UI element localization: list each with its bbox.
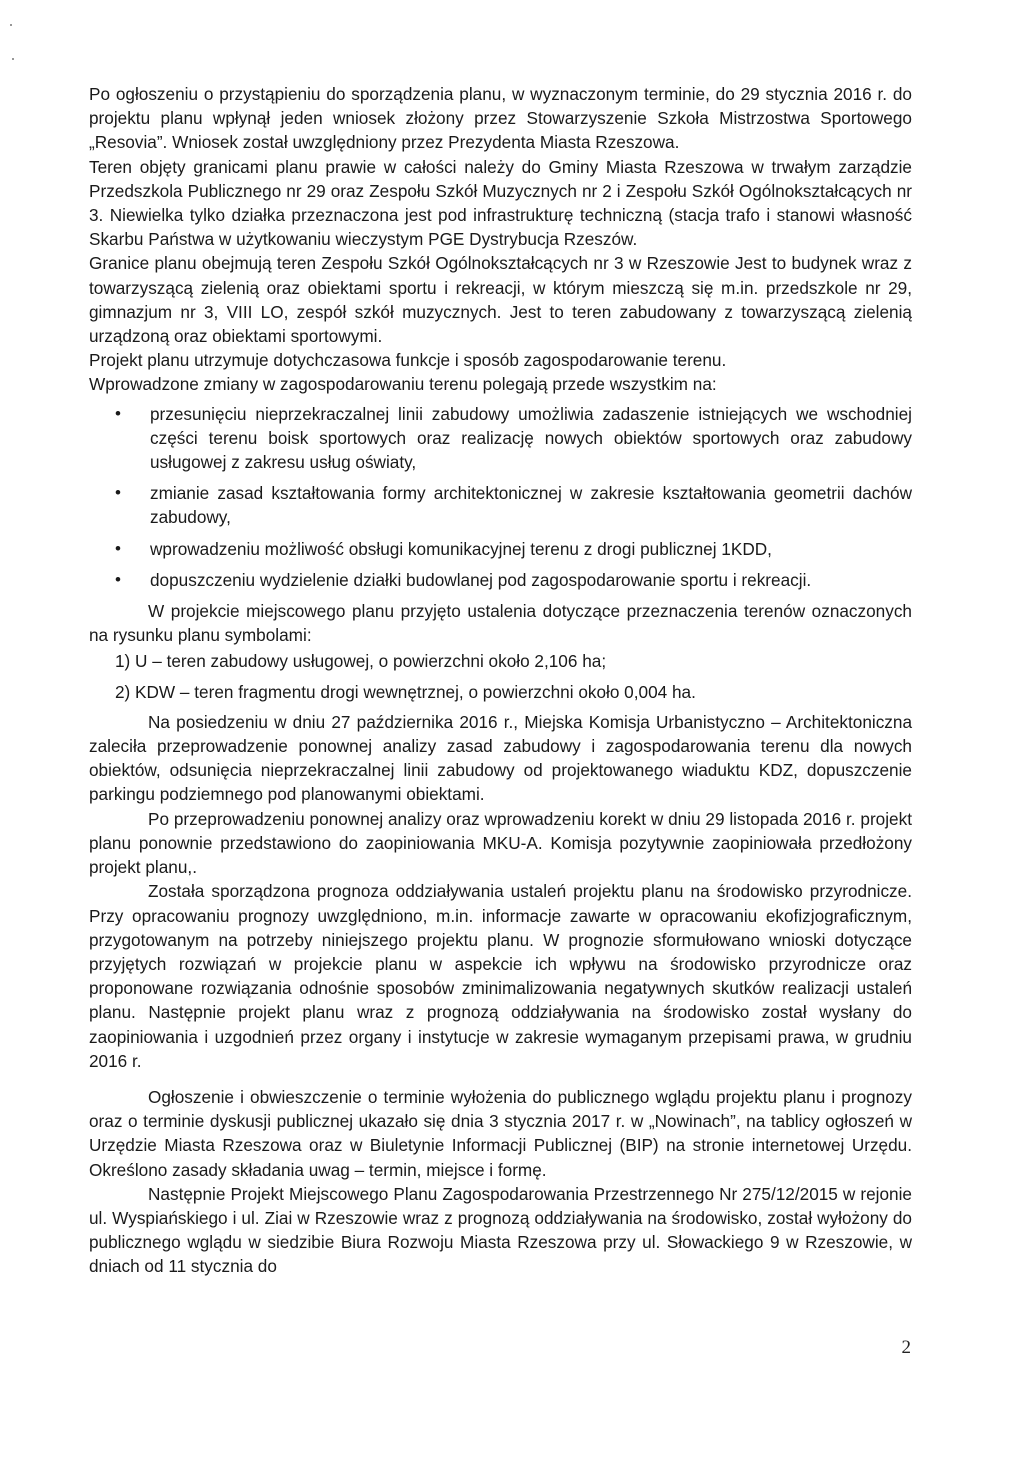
paragraph-commission: Na posiedzeniu w dniu 27 października 2016 r., Miejska Komisja Urbanistyczno – Architektoniczna zaleciła przeprowadzenie ponownej analizy zasad zabudowy i zagospodarowania terenu dla nowych obiektów, odsunięcia nieprzekraczalnej linii zabudowy od projektowanego wiaduktu KDZ, dopuszczenie parkingu podziemnego pod planowanymi obiektami.	[89, 711, 912, 805]
paragraph-forecast: Została sporządzona prognoza oddziaływania ustaleń projektu planu na środowisko przyrodnicze. Przy opracowaniu prognozy uwzględniono, m.in. informacje zawarte w opracowaniu ekofizjograficznym, przygotowanym na potrzeby niniejszego projektu planu. W prognozie sformułowano wnioski dotyczące przyjętych rozwiązań w projekcie planu w aspekcie ich wpływu na środowisko przyrodnicze oraz proponowane rozwiązania odnośnie sposobów zminimalizowania negatywnych skutków realizacji ustaleń planu. Następnie projekt planu wraz z prognozą oddziaływania na środowisko został wysłany do zaopiniowania i uzgodnień przez organy i instytucje w zakresie wymaganym przepisami prawa, w grudniu 2016 r.	[89, 881, 912, 1071]
paragraph-functions: Projekt planu utrzymuje dotychczasowa funkcje i sposób zagospodarowanie terenu.	[89, 350, 727, 371]
list-item: • przesunięciu nieprzekraczalnej linii zabudowy umożliwia zadaszenie istniejących we wschodniej części terenu boisk sportowych oraz realizację nowych obiektów sportowych oraz zabudowy usługowej z zakresu usług oświaty,	[89, 402, 912, 475]
paragraph-announcement: Ogłoszenie i obwieszczenie o terminie wyłożenia do publicznego wglądu projektu planu i prognozy oraz o terminie dyskusji publicznej ukazało się dnia 3 stycznia 2017 r. w „Nowinach”, na tablicy ogłoszeń w Urzędzie Miasta Rzeszowa oraz w Biuletynie Informacji Publicznej (BIP) na stronie internetowej Urzędu. Określono zasady składania uwag – termin, miejsce i formę.	[89, 1086, 912, 1180]
list-item: 2) KDW – teren fragmentu drogi wewnętrznej, o powierzchni około 0,004 ha.	[115, 681, 696, 702]
page-number: 2	[901, 1337, 911, 1358]
scan-speck	[12, 58, 14, 60]
symbols-list	[89, 649, 912, 703]
list-item: 1) U – teren zabudowy usługowej, o powierzchni około 2,106 ha;	[115, 651, 607, 672]
paragraph-boundaries: Granice planu obejmują teren Zespołu Szkół Ogólnokształcących nr 3 w Rzeszowie Jest to budynek wraz z towarzyszącą zielenią oraz obiektami sportu i rekreacji, w którym mieszczą się m.in. przedszkole nr 29, gimnazjum nr 3, VIII LO, zespół szkół muzycznych. Jest to teren zabudowany z towarzyszącą zielenią urządzoną oraz obiektami sportowymi.	[89, 253, 912, 347]
paragraph-submission: Po ogłoszeniu o przystąpieniu do sporządzenia planu, w wyznaczonym terminie, do 29 stycznia 2016 r. do projektu planu wpłynął jeden wniosek złożony przez Stowarzyszenie Szkoła Mistrzostwa Sportowego „Resovia”. Wniosek został uwzględniony przez Prezydenta Miasta Rzeszowa.	[89, 84, 912, 153]
paragraph-reanalysis: Po przeprowadzeniu ponownej analizy oraz wprowadzeniu korekt w dniu 29 listopada 2016 r. projekt planu ponownie przedstawiono do zaopiniowania MKU-A. Komisja pozytywnie zaopiniowała przedłożony projekt planu,.	[89, 808, 912, 878]
document-body	[89, 82, 912, 1279]
paragraph-plan-symbols: W projekcie miejscowego planu przyjęto ustalenia dotyczące przeznaczenia terenów oznaczonych na rysunku planu symbolami:	[89, 601, 912, 646]
changes-list	[89, 402, 912, 592]
list-item: • dopuszczeniu wydzielenie działki budowlanej pod zagospodarowanie sportu i rekreacji.	[89, 568, 912, 592]
scan-speck	[10, 24, 12, 26]
paragraph-changes-intro: Wprowadzone zmiany w zagospodarowaniu terenu polegają przede wszystkim na:	[89, 374, 717, 395]
paragraph-public-display: Następnie Projekt Miejscowego Planu Zagospodarowania Przestrzennego Nr 275/12/2015 w rejonie ul. Wyspiańskiego i ul. Ziai w Rzeszowie wraz z prognozą oddziaływania na środowisko, został wyłożony do publicznego wglądu w siedzibie Biura Rozwoju Miasta Rzeszowa przy ul. Słowackiego 9 w Rzeszowie, w dniach od 11 stycznia do	[89, 1183, 912, 1277]
paragraph-ownership: Teren objęty granicami planu prawie w całości należy do Gminy Miasta Rzeszowa w trwałym zarządzie Przedszkola Publicznego nr 29 oraz Zespołu Szkół Muzycznych nr 2 i Zespołu Szkół Ogólnokształcących nr 3. Niewielka tylko działka przeznaczona jest pod infrastrukturę techniczną (stacja trafo i stanowi własność Skarbu Państwa w użytkowaniu wieczystym PGE Dystrybucja Rzeszów.	[89, 156, 912, 250]
list-item: • wprowadzeniu możliwość obsługi komunikacyjnej terenu z drogi publicznej 1KDD,	[89, 537, 912, 561]
list-item: • zmianie zasad kształtowania formy architektonicznej w zakresie kształtowania geometrii dachów zabudowy,	[89, 481, 912, 529]
